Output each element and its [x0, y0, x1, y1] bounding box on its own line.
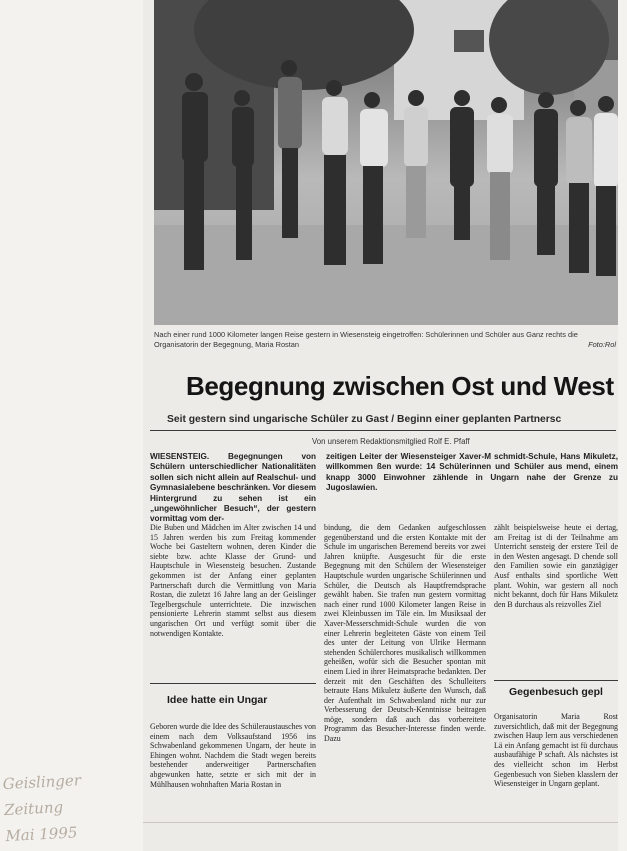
column-1-top: Die Buben und Mädchen im Alter zwischen 14 und 15 Jahren werden bis zum Freitag kommender Woche bei Gasteltern wohnen, deren Kinder die siebte bzw. achte Klasse der Grund- und Hauptschule in Wiesensteig besuchen. Zustande gekommen ist der Anfang einer geplanten Partnerschaft durch die Vermittlung von Maria Rostan, die zuletzt 16 Jahre lang an der Geislinger Tegelbergschule unterrichtete. Die inzwischen pensionierte Lehrerin stammt selbst aus diesem ungarischen Ort und verfügt somit über die notwendigen Kontakte.	[150, 523, 316, 638]
article-byline: Von unserem Redaktionsmitglied Rolf E. Pfaff	[312, 437, 470, 446]
column-1-bottom: Geboren wurde die Idee des Schüleraustausches von einem nach dem Volksaufstand 1956 ins Schwabenland gekommenen Ungarn, der heute in Ehingen wohnt. Nachdem die Stadt wegen bereits bestehender anderweitiger Partnerschaften abgewunken hatte, setzte er sich mit der in Mühlhausen wohnhaften Maria Rostan in	[150, 722, 316, 789]
page-bottom-edge	[143, 822, 618, 823]
subhead-divider-1	[150, 683, 316, 684]
group-photo	[154, 0, 618, 325]
photo-image	[154, 0, 618, 325]
subhead-idee-hatte-ein-ungar: Idee hatte ein Ungar	[167, 694, 268, 706]
lead-paragraph-left: WIESENSTEIG. Begegnungen von Schülern unterschiedlicher Nationalitäten sollen sich nicht allein auf Realschul- und Gymnasialebene beschränken. Vor diesem Hintergrund zu sehen ist ein „ungewöhnlicher Besuch“, der gestern vormittag vom der-	[150, 452, 316, 524]
annotation-line-2: Mai 1995	[4, 823, 78, 846]
article-headline: Begegnung zwischen Ost und West	[186, 371, 614, 401]
subhead-divider-2	[494, 680, 618, 681]
photo-credit: Foto:Rol	[588, 340, 616, 349]
subhead-gegenbesuch-geplant: Gegenbesuch gepl	[509, 686, 603, 698]
column-3-top: zählt beispielsweise heute ei dertag, am Freitag ist di der Teilnahme am Unterricht sensteig der erstere Teil de in den Westen angesagt. D chende soll den Familien sowie ein ganztägiger Ausf enthalts sind sportliche Wett plant. Wohin, war gestern all noch nicht bekannt, doch für Hans Mikuletz den B durchaus als reizvolles Ziel	[494, 523, 618, 609]
caption-text: Nach einer rund 1000 Kilometer langen Reise gestern in Wiesensteig eingetroffen: Schülerinnen und Schüler aus Ganz rechts die Organisatorin der Begegnung, Maria Rostan	[154, 330, 578, 349]
handwritten-annotation	[2, 765, 126, 849]
lead-paragraph-right: zeitigen Leiter der Wiesensteiger Xaver-M schmidt-Schule, Hans Mikuletz, willkommen ßen wurde: 14 Schülerinnen und Schüler aus mend, einem knapp 3000 Einwohner zählende in Ungarn nahe der Grenze zu Jugoslawien.	[326, 452, 618, 493]
article-subheadline: Seit gestern sind ungarische Schüler zu Gast / Beginn einer geplanten Partnersc	[167, 414, 562, 425]
column-2: bindung, die dem Gedanken aufgeschlossen gegenüberstand und die ersten Kontakte mit der Schule im ungarischen Beremend bereits vor zwei Jahren knüpfte. Ausgesucht für die erste Begegnung mit den Schülern der Wiesensteiger Hauptschule wurden ungarische Schülerinnen und Schüler, die Deutsch als Hauptfremdsprache gewählt haben. Sie trafen nun gestern vormittag nach einer rund 1000 Kilometer langen Reise in zwei Kleinbussen im Täle ein. Im Musiksaal der Xaver-Messerschmidt-Schule wurden die von einer Lehrerin begleiteten Gäste von einem Teil des unter der Leitung von Ulrike Hermann stehenden Schülerchores musikalisch willkommen geheißen, wofür sich die Besucher spontan mit einem Lied in ihrer Heimatsprache bedankten. Der derzeit mit den Geschäften des Schulleiters betraute Hans Mikuletz äußerte den Wunsch, daß der Aufenthalt im Schwabenland nicht nur zur Verbesserung der Deutsch-Kenntnisse beitragen möge, sondern daß auch das vorbereitete Programm das Besucher-Interesse finden werde. Dazu	[324, 523, 486, 744]
photo-caption	[154, 330, 616, 350]
annotation-line-1: Geislinger Zeitung	[2, 771, 82, 820]
column-3-bottom: Organisatorin Maria Rost zuversichtlich, daß mit der Begegnung zwischen Haup lern aus verschiedenen Lä ein Anfang gemacht ist fü durchaus ausbaufähige P schaft. Als nächstes ist des vielleicht schon im Herbst Gegenbesuch von Sieben klasslern der Wiesensteiger in Ungarn geplant.	[494, 712, 618, 789]
headline-divider	[150, 430, 616, 431]
